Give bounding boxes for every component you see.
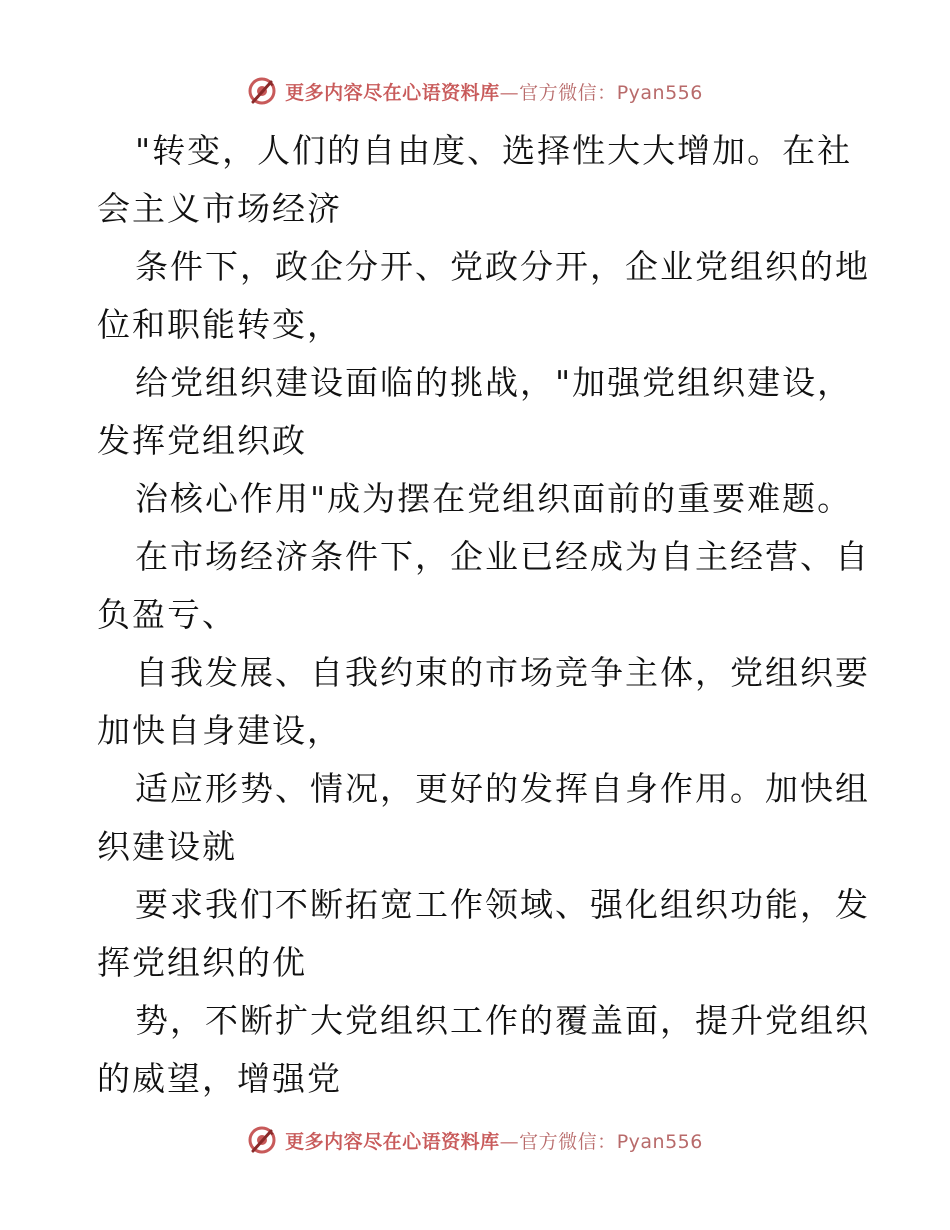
paragraph-line: 势，不断扩大党组织工作的覆盖面，提升党组织 [135, 1001, 870, 1040]
watermark-separator: — [499, 1130, 520, 1153]
watermark-wechat-id: Pyan556 [616, 81, 703, 104]
pen-logo-icon [247, 1125, 277, 1155]
paragraph-line: 在市场经济条件下，企业已经成为自主经营、自 [135, 537, 870, 576]
paragraph-line: 负盈亏、 [97, 595, 237, 634]
paragraph-line: 条件下，政企分开、党政分开，企业党组织的地 [135, 247, 870, 286]
watermark-wechat-label: 官方微信： [519, 81, 617, 104]
watermark-site-text: 更多内容尽在心语资料库 [285, 81, 500, 104]
footer-watermark [0, 1120, 950, 1160]
paragraph-line: 适应形势、情况，更好的发挥自身作用。加快组 [135, 769, 870, 808]
paragraph-line: 治核心作用"成为摆在党组织面前的重要难题。 [135, 479, 853, 518]
watermark-wechat-id: Pyan556 [616, 1130, 703, 1153]
paragraph-line: 的威望，增强党 [97, 1059, 342, 1098]
paragraph-line: 织建设就 [97, 827, 237, 866]
watermark-text [285, 78, 703, 105]
paragraph-line: 位和职能转变， [97, 305, 342, 344]
pen-logo-icon [247, 76, 277, 106]
paragraph-line: 发挥党组织政 [97, 421, 307, 460]
watermark-wechat-label: 官方微信： [519, 1130, 617, 1153]
header-watermark [0, 71, 950, 111]
paragraph-line: 加快自身建设， [97, 711, 342, 750]
watermark-site-text: 更多内容尽在心语资料库 [285, 1130, 500, 1153]
watermark-separator: — [499, 81, 520, 104]
paragraph-line: "转变，人们的自由度、选择性大大增加。在社 [135, 131, 853, 170]
paragraph-line: 会主义市场经济 [97, 189, 342, 228]
watermark-text [285, 1127, 703, 1154]
paragraph-line: 自我发展、自我约束的市场竞争主体，党组织要 [135, 653, 870, 692]
paragraph-line: 挥党组织的优 [97, 943, 307, 982]
paragraph-line: 给党组织建设面临的挑战，"加强党组织建设， [135, 363, 853, 402]
paragraph-line: 要求我们不断拓宽工作领域、强化组织功能，发 [135, 885, 870, 924]
document-body [97, 122, 870, 1108]
